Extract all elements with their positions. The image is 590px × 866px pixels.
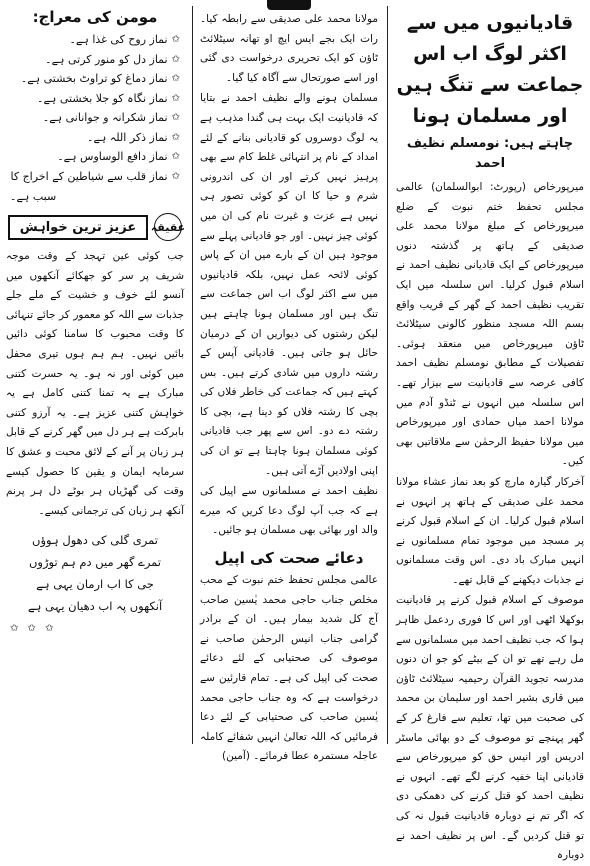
list-item-text: نماز قلب سے شیاطین کے اخراج کا xyxy=(10,169,168,183)
left-column xyxy=(0,0,190,750)
list-item-text: نماز نگاہ کو جلا بخشتی ہے۔ xyxy=(37,91,168,105)
list-item-text: نماز دل کو منور کرتی ہے۔ xyxy=(45,52,168,66)
paragraph: موصوف کے اسلام قبول کرنے پر قادیانیت بوکھلا اٹھی اور اس کا فوری ردعمل ظاہر ہوا کہ جب نظیف احمد میں مسلمانوں سے مل رہے تھے تو ان کے بیٹے کو جو ان دنوں مدرسہ تجوید القرآن رحیمیہ سیٹلائٹ ٹاؤن میں قاری بشیر احمد اور سلیمان بن محمد کی صحبت میں تھا، تعلیم سے فارغ کر کے گھر پہنچے تو موصوف کے دو بھائی ماسٹر ادریس اور انیس حق کو میرپورخاص سے قادیانی اپنا خفیہ کرنے لگے تھے۔ انہوں نے نظیف احمد کو قتل کرنے کی دھمکی دی کہ اگر تم نے دوبارہ قادیانیت قبول نہ کی تو قتل کردیں گے۔ اس پر نظیف احمد نے دوبارہ xyxy=(396,594,584,862)
list-item xyxy=(10,167,180,187)
middle-column xyxy=(194,0,384,763)
article-headline: قادیانیوں میں سے اکثر لوگ اب اس جماعت سے تنگ ہیں اور مسلمان ہونا xyxy=(396,12,584,127)
star-icon: ✩ xyxy=(171,92,180,104)
right-column xyxy=(390,0,590,862)
verse-line: آنکھوں پہ اب دھیان یہی ہے xyxy=(27,599,163,614)
list-item xyxy=(10,69,180,89)
badge-icon: عقیقہ xyxy=(154,213,182,241)
verse-line: جی کا اب ارمان یہی ہے xyxy=(36,577,154,592)
stars-divider: ✩ ✩ ✩ xyxy=(10,623,57,635)
list-item-text: نماز دماغ کو تراوٹ بخشتی ہے۔ xyxy=(20,72,168,85)
list-item-text: نماز روح کی غذا ہے۔ xyxy=(69,33,168,46)
appeal-heading: دعائے صحت کی اپیل xyxy=(214,549,364,568)
list-item xyxy=(10,147,180,167)
paragraph: مسلمان ہونے والے نظیف احمد نے بتایا کہ قادیانیت ایک بہت ہی گندا مذہب ہے یہ لوگ دوسروں کو قادیانی بنانے کے لئے امداد کے نام پر انتہائی غلط کام سے بھی پرہیز نہیں کرتے اور ان کی اندرونی شرم و حیا کا ان کو کوئی تصور ہی نہیں ہے عزت و غیرت نام کی ان میں کوئی چیز نہیں۔ اور جو قادیانی پہلے سے موجود ہیں ان کے بارے میں ان کے پاس کوئی لائحہ عمل نہیں، بلکہ قادیانیوں میں سے اکثر لوگ اب اس جماعت سے تنگ ہیں اور مسلمان ہونا چاہتے ہیں لیکن رشتوں کی دیواریں ان کے درمیان حائل ہو جاتی ہیں۔ قادیانی آپس کے رشتہ داروں میں شادی کرتے ہیں۔ بس کہتے ہیں کہ جماعت کی خاطر فلاں کی بچی کا رشتہ فلاں کو دینا ہے، بچی کا رشتہ دے دو۔ اس سے پھر جب قادیانی کوئی مسلمان ہونا چاہتا ہے تو ان کی اپنی اولادیں آڑے آتی ہیں۔ xyxy=(200,92,378,477)
section-header xyxy=(8,213,186,241)
column-divider xyxy=(387,6,388,744)
article-byline: چاہتے ہیں: نومسلم نظیف احمد xyxy=(406,136,574,171)
list-item xyxy=(10,108,180,128)
star-icon: ✩ xyxy=(171,112,180,123)
star-icon: ✩ xyxy=(171,53,180,65)
star-icon: ✩ xyxy=(171,73,180,84)
paragraph: عالمی مجلس تحفظ ختم نبوت کے محب مخلص جناب حاجی محمد یٰسین صاحب آج کل شدید بیمار ہیں۔ ان کے برادر گرامی جناب انیس الرحمٰن صاحب نے موصوف کی صحتیابی کے لئے دعائے صحت کی اپیل کی ہے۔ تمام قارئین سے درخواست ہے کہ وہ جناب حاجی محمد یٰسین صاحب کی صحتیابی کے لئے دعا فرمائیں کہ اللہ تعالیٰ انہیں شفائے کاملہ عاجلہ مستمرہ عطا فرمائے۔ (آمین) xyxy=(200,574,378,763)
paragraph: جب کوئی عین تہجد کے وقت موجہ شریف پر سر کو جھکائے آنکھوں میں آنسو لئے خوف و خشیت کے ملے جلے جذبات سے اللہ کو معمور کر جائے تنہائی کا وقت محبوب کا سامنا کوئی دائیں بائیں نہیں۔ ہم ہم ہوں تیری محفل میں کوئی اور نہ ہو۔ یہ حسرت کتنی مبارک ہے یہ تمنا کتنی کامل ہے یہ خواہش کتنی عزیز ہے۔ یہ آرزو کتنی بابرکت ہے ہر دل میں گھر کرنے کے قابل ہر زبان پر آنے کے لائق محبت و عشق کا سرمایہ ایمان و یقین کا حصول کیسے وقت کی گھڑیاں ہر بوٹے دل ہر پرنم آنکھ ہر زبان کی ترجمانی کیسے۔ xyxy=(6,250,184,517)
paragraph: میرپورخاص (رپورٹ: ابوالسلمان) عالمی مجلس تحفظ ختم نبوت کے ضلع میرپورخاص کے مبلغ مولانا محمد علی صدیقی کے ہاتھ پر گذشتہ دنوں میرپورخاص کے ایک قادیانی نظیف احمد نے اسلام قبول کرلیا۔ اس سلسلہ میں ایک تقریب نظیف احمد کے گھر کے قریب واقع بسم اللہ مسجد منظور کالونی سیٹلائٹ ٹاؤن میرپورخاص میں منعقد ہوئی۔ تفصیلات کے مطابق نومسلم نظیف احمد کافی عرصہ سے قادیانیت سے بیزار تھے۔ اس سلسلہ میں انہوں نے ٹنڈو آدم میں مولانا احمد میاں حمادی اور میرپورخاص میں مولانا حفیظ الرحمٰن سے ملاقاتیں بھی کیں۔ xyxy=(396,181,584,468)
column-divider xyxy=(192,6,193,744)
paragraph: آخرکار گیارہ مارچ کو بعد نماز عشاء مولانا محمد علی صدیقی کے ہاتھ پر انہوں نے اسلام قبول کرلیا۔ ان کے اسلام قبول کرنے پر مسجد میں موجود تمام مسلمانوں نے انہیں مبارک باد دی۔ اس وقت مسلمانوں نے جذبات دیکھنے کے قابل تھے۔ xyxy=(396,475,584,586)
list-item xyxy=(10,89,180,109)
article-body xyxy=(396,178,584,866)
star-icon: ✩ xyxy=(171,170,180,182)
paragraph: نظیف احمد نے مسلمانوں سے اپیل کی ہے کہ جب آپ لوگ دعا کریں کہ میرے والد اور بھائی بھی مسلمان ہو جائیں۔ xyxy=(200,485,378,537)
verse-line: تمرے گھر میں دم ہم توڑوں xyxy=(28,555,162,570)
list-item-text: نماز دافع الوساوس ہے۔ xyxy=(57,150,168,163)
list-item xyxy=(10,50,180,70)
prayer-list xyxy=(10,30,180,186)
list-tail: سبب ہے۔ xyxy=(10,190,57,203)
prayer-list-title: مومن کی معراج: xyxy=(32,8,158,26)
article-continuation xyxy=(200,10,378,541)
paragraph: مولانا محمد علی صدیقی سے رابطہ کیا۔ رات ایک بجے ایس ایچ او تھانہ سیٹلائٹ ٹاؤن کو ایک تحریری درخواست دی گئی اور اسے صورتحال سے آگاہ کیا گیا۔ xyxy=(200,13,378,84)
wish-body xyxy=(6,247,184,521)
header-tab-mark xyxy=(267,0,311,10)
list-item-text: نماز ذکر اللہ ہے۔ xyxy=(87,130,168,144)
list-item xyxy=(10,128,180,148)
list-item xyxy=(10,30,180,50)
appeal-body xyxy=(200,571,378,767)
star-icon: ✩ xyxy=(171,34,180,45)
star-icon: ✩ xyxy=(171,151,180,162)
section-title: عزیز ترین خواہش xyxy=(8,215,148,240)
verse-block xyxy=(14,529,176,617)
list-item-text: نماز شکرانہ و جوانانی ہے۔ xyxy=(42,111,168,124)
star-icon: ✩ xyxy=(171,131,180,143)
verse-line: تمری گلی کی دھول ہوؤں xyxy=(32,533,158,548)
